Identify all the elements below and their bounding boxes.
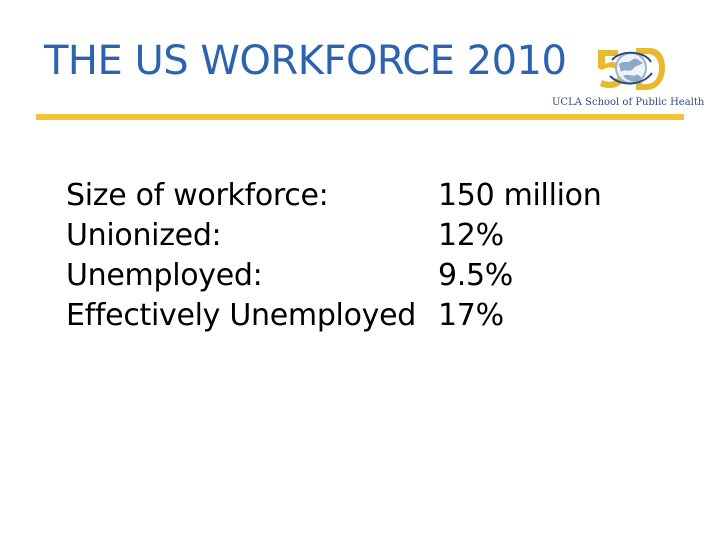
stat-value: 17% <box>438 298 504 333</box>
workforce-stats <box>66 176 601 336</box>
stat-label: Unionized: <box>66 218 222 253</box>
stat-value: 9.5% <box>438 258 514 293</box>
title-divider <box>36 114 684 120</box>
ucla-school-of-public-health-wordmark: UCLA School of Public Health <box>552 97 705 108</box>
ucla-logo <box>552 40 704 114</box>
stat-row-unemployed <box>66 256 601 296</box>
stat-value: 150 million <box>438 178 602 213</box>
stat-value: 12% <box>438 218 504 253</box>
stat-row-effectively-unemployed <box>66 296 601 336</box>
slide-title: THE US WORKFORCE 2010 <box>44 38 567 84</box>
stat-row-unionized <box>66 216 601 256</box>
stat-label: Unemployed: <box>66 258 263 293</box>
globe-emblem-icon <box>594 42 666 94</box>
stat-label: Effectively Unemployed <box>66 298 417 333</box>
stat-label: Size of workforce: <box>66 178 329 213</box>
stat-row-size-of-workforce <box>66 176 601 216</box>
